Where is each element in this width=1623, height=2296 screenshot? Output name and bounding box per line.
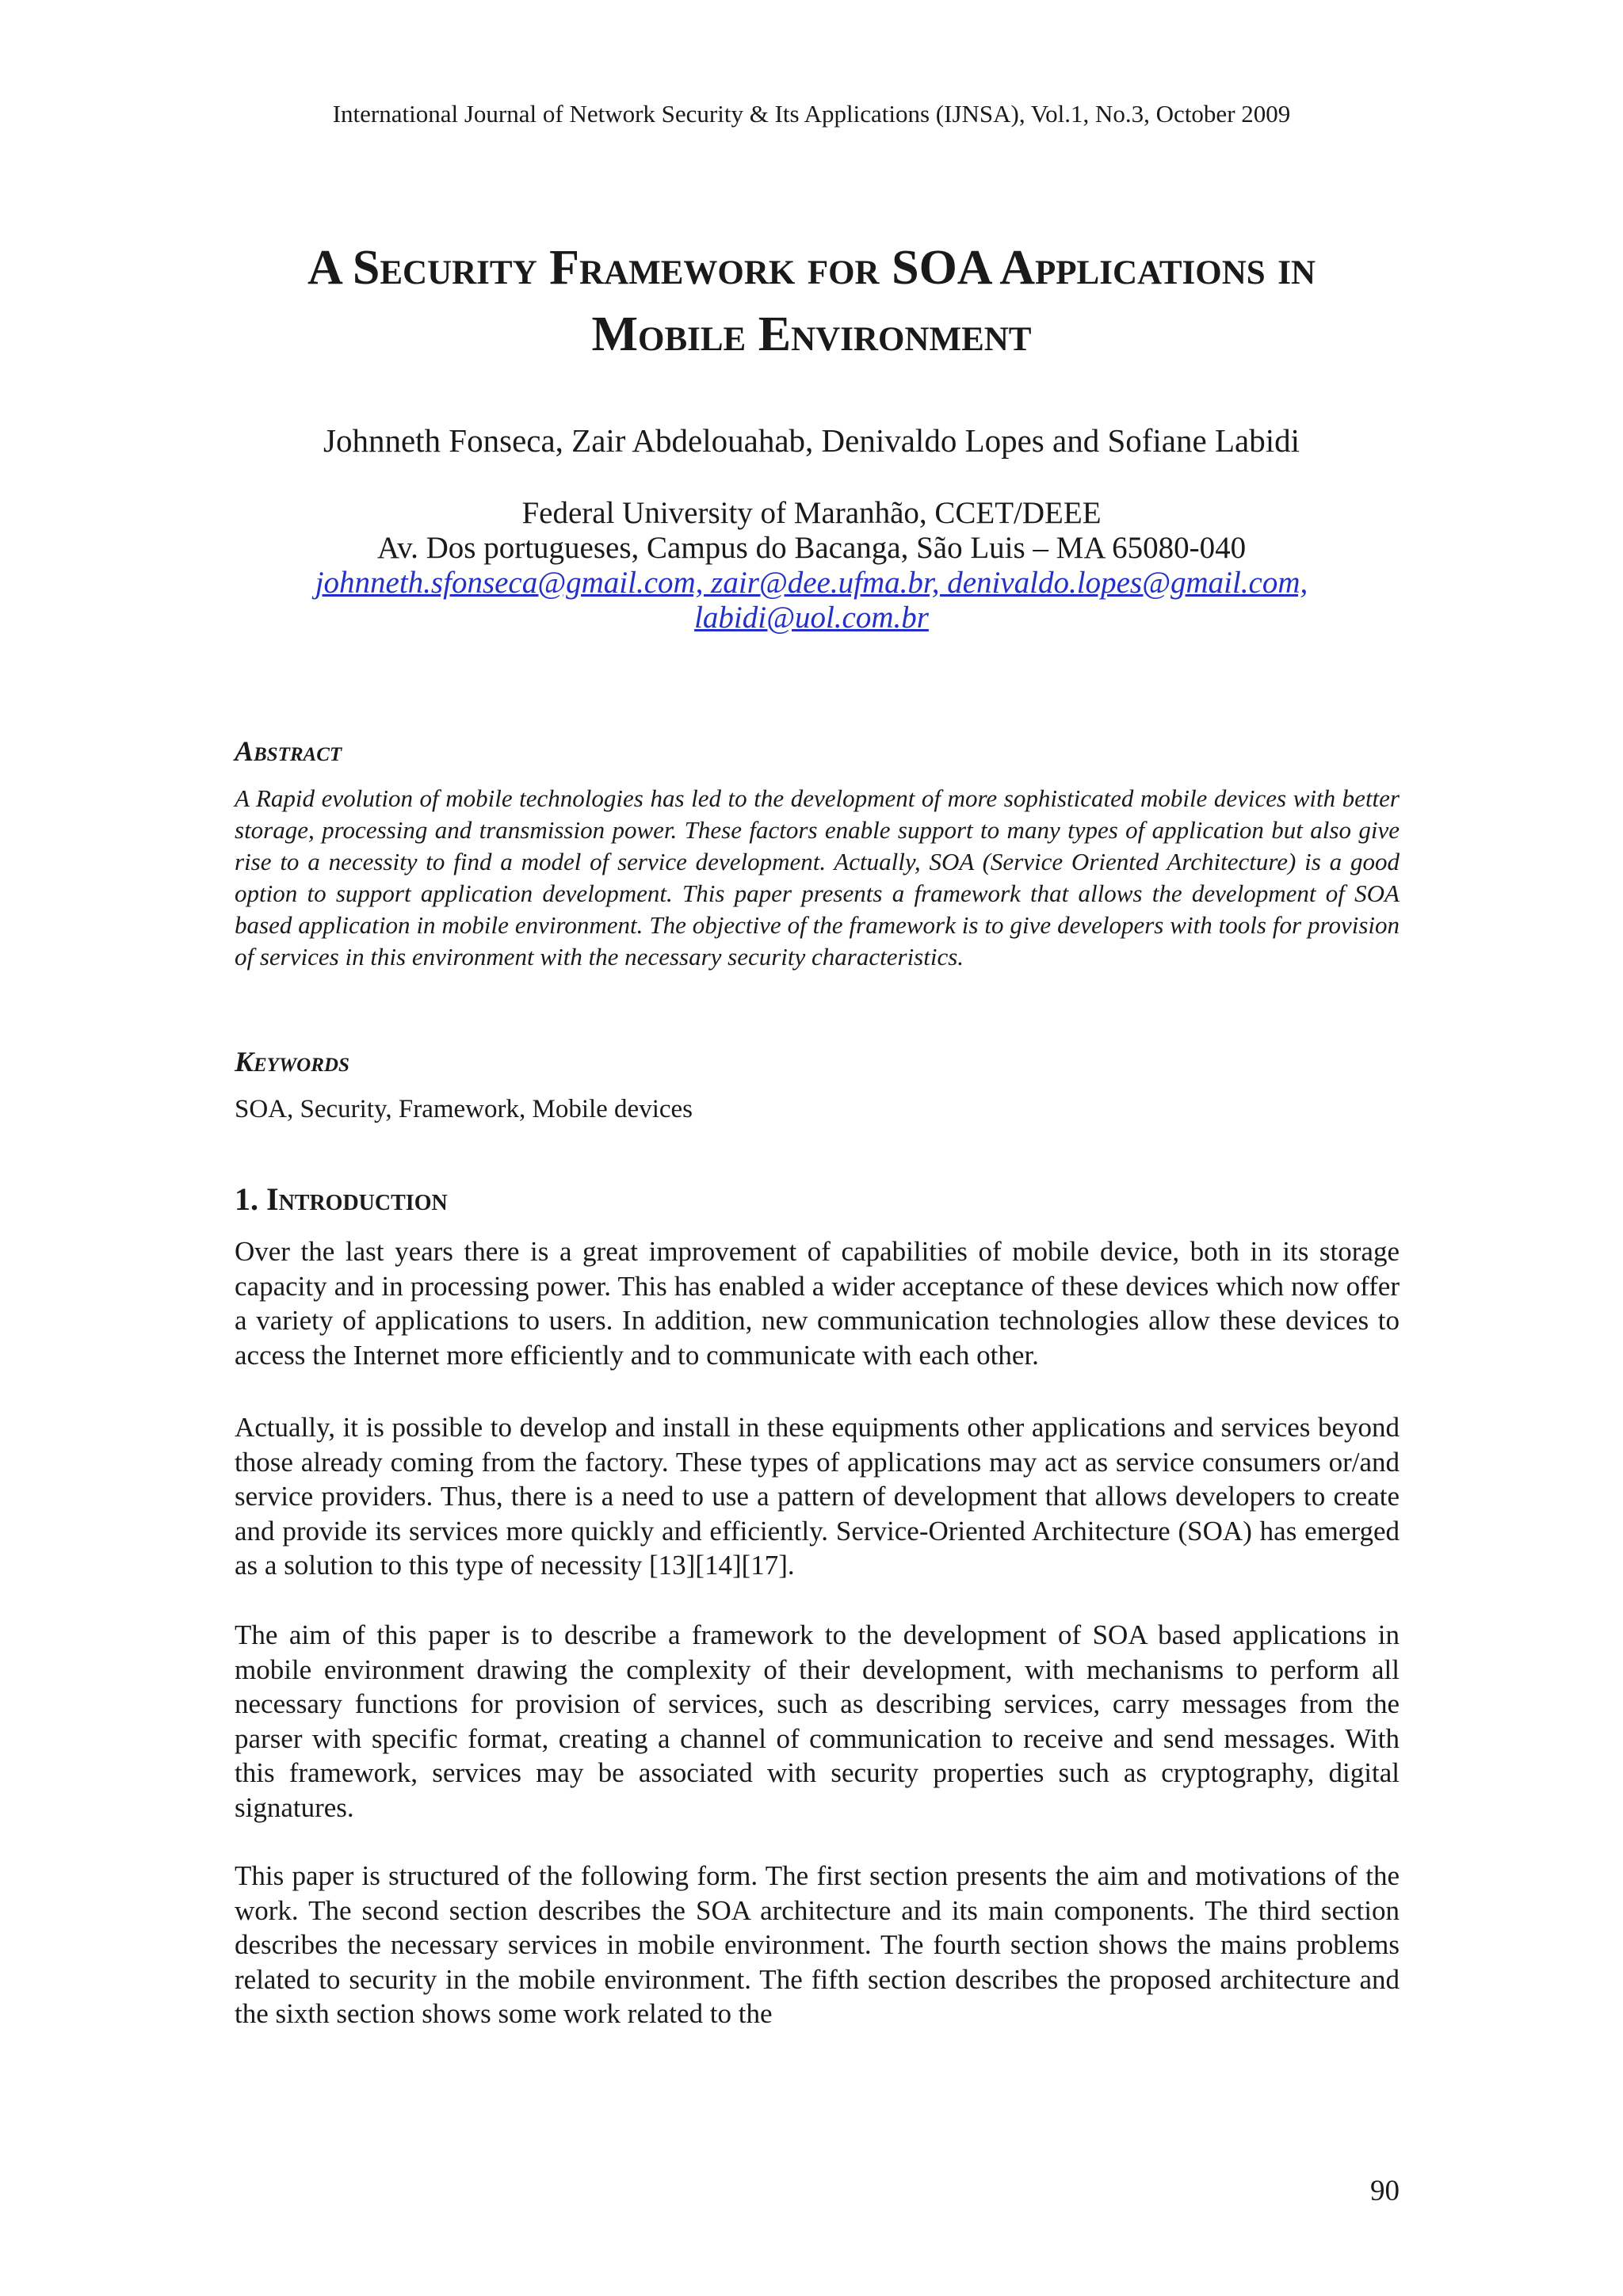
affiliation-block [0, 496, 1623, 635]
running-header: International Journal of Network Security & Its Applications (IJNSA), Vol.1, No.3, October 2009 [332, 100, 1291, 128]
keywords-heading: Keywords [235, 1046, 349, 1077]
title-line-1: A Security Framework for SOA Applications in [307, 241, 1316, 295]
introduction-heading: 1. Introduction [235, 1181, 448, 1217]
abstract-text: A Rapid evolution of mobile technologies has led to the development of more sophisticated mobile devices with better storage, processing and transmission power. These factors enable support to many types of application but also give rise to a necessity to find a model of service development. Actually, SOA (Service Oriented Architecture) is a good option to support application development. This paper presents a framework that allows the development of SOA based application in mobile environment. The objective of the framework is to give developers with tools for provision of services in this environment with the necessary security characteristics. [235, 784, 1400, 971]
intro-paragraph-3: The aim of this paper is to describe a framework to the development of SOA based applications in mobile environment drawing the complexity of their development, with mechanisms to perform all necessary functions for provision of services, such as describing services, carry messages from the parser with specific format, creating a channel of communication to receive and send messages. With this framework, services may be associated with security properties such as cryptography, digital signatures. [235, 1619, 1400, 1823]
author-email-link-labidi[interactable]: labidi@uol.com.br [694, 601, 929, 635]
abstract-heading: Abstract [235, 735, 342, 767]
intro-paragraph-1: Over the last years there is a great improvement of capabilities of mobile device, both in its storage capacity and in processing power. This has enabled a wider acceptance of these devices which now offer a variety of applications to users. In addition, new communication technologies allow these devices to access the Internet more efficiently and to communicate with each other. [235, 1236, 1400, 1371]
keywords-text: SOA, Security, Framework, Mobile devices [235, 1095, 693, 1123]
author-list: Johnneth Fonseca, Zair Abdelouahab, Denivaldo Lopes and Sofiane Labidi [323, 422, 1300, 459]
title-line-2: Mobile Environment [591, 307, 1032, 361]
affiliation-institution: Federal University of Maranhão, CCET/DEEE [521, 496, 1102, 530]
intro-paragraph-2: Actually, it is possible to develop and install in these equipments other applications and services beyond those already coming from the factory. These types of applications may act as service consumers or/and service providers. Thus, there is a need to use a pattern of development that allows developers to create and provide its services more quickly and efficiently. Service-Oriented Architecture (SOA) has emerged as a solution to this type of necessity [13][14][17]. [235, 1412, 1400, 1581]
affiliation-address: Av. Dos portugueses, Campus do Bacanga, São Luis – MA 65080-040 [376, 531, 1247, 565]
page-number: 90 [1370, 2175, 1400, 2207]
paper-title [235, 235, 1388, 368]
intro-paragraph-4: This paper is structured of the following form. The first section presents the aim and motivations of the work. The second section describes the SOA architecture and its main components. The third section describes the necessary services in mobile environment. The fourth section shows the mains problems related to security in the mobile environment. The fifth section describes the proposed architecture and the sixth section shows some work related to the [235, 1860, 1400, 2029]
author-emails-link[interactable]: johnneth.sfonseca@gmail.com, zair@dee.ufma.br, denivaldo.lopes@gmail.com, [315, 566, 1308, 600]
